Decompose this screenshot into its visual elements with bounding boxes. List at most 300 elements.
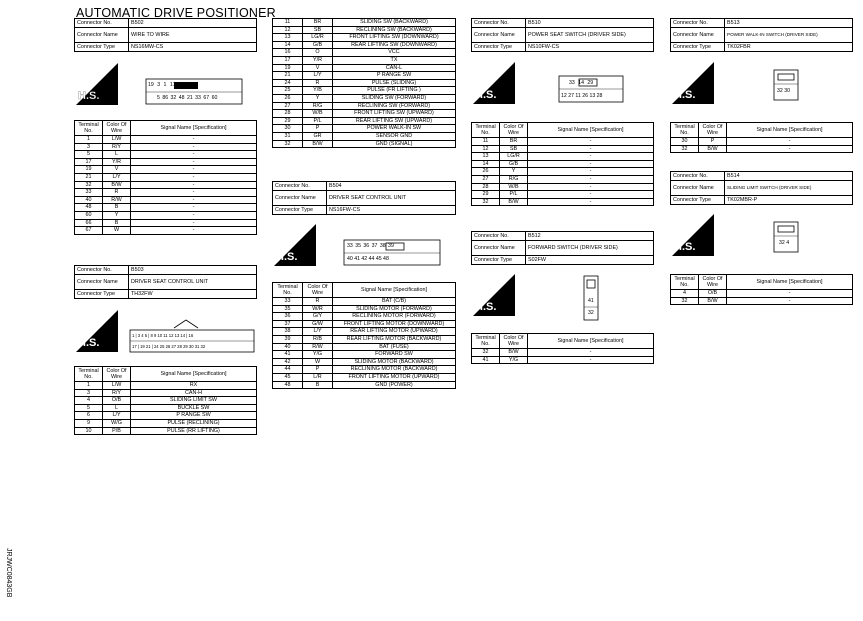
wire-color-cell: O: [303, 49, 333, 57]
table-row: [472, 198, 654, 206]
signal-name-cell: -: [528, 175, 654, 183]
wire-color-cell: P/L: [500, 191, 528, 199]
signal-name-cell: RECLINING MOTOR (FORWARD): [333, 313, 456, 321]
terminal-no-cell: 13: [472, 153, 500, 161]
wire-color-cell: R/G: [500, 175, 528, 183]
wire-color-cell: G/Y: [303, 313, 333, 321]
table-row: [273, 125, 456, 133]
table-row: [472, 183, 654, 191]
hs-label: H.S.: [475, 89, 497, 101]
pins-b513: 32 30: [777, 88, 790, 94]
table-row: [472, 153, 654, 161]
signal-name-cell: FRONT LIFTING SW (DOWNWARD): [333, 34, 456, 42]
table-row: [75, 397, 257, 405]
table-row: [75, 211, 257, 219]
terminal-no-cell: 21: [273, 72, 303, 80]
connector-name-value: SLIDING LIMIT SWITCH (DRIVER SIDE): [725, 181, 853, 196]
table-row: [75, 181, 257, 189]
wire-color-cell: B/W: [500, 198, 528, 206]
pins-top-b510: 33 14 29: [569, 80, 594, 86]
wire-color-cell: Y: [303, 94, 333, 102]
wire-color-cell: Y/R: [303, 56, 333, 64]
signal-name-cell: BAT (FUSE): [333, 343, 456, 351]
terminal-no-cell: 12: [472, 145, 500, 153]
terminal-no-cell: 21: [75, 173, 103, 181]
wire-color-cell: W: [103, 227, 131, 235]
connector-no-label: Connector No.: [671, 19, 725, 28]
signal-name-cell: GND (SIGNAL): [333, 140, 456, 148]
wire-color-cell: V: [303, 64, 333, 72]
connector-face-b512: [471, 272, 654, 322]
terminal-table-b510: [471, 122, 654, 206]
connector-no-value: B512: [526, 232, 654, 241]
connector-name-value: DRIVER SEAT CONTROL UNIT: [129, 275, 257, 290]
table-row: [671, 138, 853, 146]
wire-color-cell: G/B: [303, 41, 333, 49]
table-row: [273, 305, 456, 313]
signal-name-cell: REAR LIFTING SW (UPWARD): [333, 117, 456, 125]
wire-color-cell: R: [303, 298, 333, 306]
terminal-no-cell: 39: [273, 335, 303, 343]
terminal-no-cell: 29: [273, 117, 303, 125]
terminal-no-cell: 42: [273, 358, 303, 366]
wire-color-cell: Y: [500, 168, 528, 176]
wire-color-cell: O/B: [699, 290, 727, 298]
connector-no-label: Connector No.: [472, 19, 526, 28]
terminal-no-header: Terminal No.: [273, 283, 303, 298]
signal-name-cell: FRONT LIFTING SW (UPWARD): [333, 110, 456, 118]
signal-name-header: Signal Name [Specification]: [528, 123, 654, 138]
wire-color-cell: Y/R: [103, 158, 131, 166]
terminal-no-cell: 60: [75, 211, 103, 219]
connector-type-label: Connector Type: [472, 43, 526, 52]
signal-name-cell: -: [528, 191, 654, 199]
wire-color-header: Color Of Wire: [500, 334, 528, 349]
terminal-no-cell: 38: [273, 328, 303, 336]
connector-info-b504: [272, 181, 456, 215]
terminal-no-cell: 31: [273, 132, 303, 140]
wire-color-cell: R/G: [303, 102, 333, 110]
signal-name-cell: -: [131, 189, 257, 197]
signal-name-cell: -: [727, 145, 853, 153]
signal-name-cell: -: [131, 204, 257, 212]
terminal-no-header: Terminal No.: [671, 275, 699, 290]
wire-color-cell: W/G: [103, 419, 131, 427]
table-row: [273, 56, 456, 64]
table-row: [75, 136, 257, 144]
table-row: [671, 297, 853, 305]
table-row: [273, 102, 456, 110]
table-row: [75, 419, 257, 427]
terminal-no-cell: 24: [273, 79, 303, 87]
connector-no-label: Connector No.: [273, 182, 327, 191]
connector-no-value: B514: [725, 172, 853, 181]
table-row: [273, 26, 456, 34]
signal-name-cell: PULSE (SLIDING): [333, 79, 456, 87]
table-row: [273, 94, 456, 102]
table-row: [75, 389, 257, 397]
table-row: [671, 290, 853, 298]
signal-name-cell: PULSE (RR LIFTING): [131, 427, 257, 435]
terminal-table-b514: [670, 274, 853, 305]
table-row: [273, 313, 456, 321]
connector-no-label: Connector No.: [75, 266, 129, 275]
signal-name-cell: -: [727, 290, 853, 298]
signal-name-cell: -: [528, 198, 654, 206]
wire-color-header: Color Of Wire: [699, 123, 727, 138]
wire-color-cell: G/B: [500, 160, 528, 168]
connector-face-b513: [670, 60, 853, 106]
signal-name-cell: -: [131, 151, 257, 159]
terminal-no-cell: 17: [75, 158, 103, 166]
table-row: [472, 160, 654, 168]
signal-name-cell: -: [131, 227, 257, 235]
terminal-no-cell: 14: [472, 160, 500, 168]
table-row: [472, 175, 654, 183]
terminal-no-cell: 67: [75, 227, 103, 235]
table-row: [472, 349, 654, 357]
signal-name-cell: -: [131, 166, 257, 174]
terminal-no-cell: 26: [273, 94, 303, 102]
terminal-no-header: Terminal No.: [472, 334, 500, 349]
terminal-no-cell: 48: [75, 204, 103, 212]
connector-type-value: TK02FBR: [725, 43, 853, 52]
terminal-no-cell: 33: [75, 189, 103, 197]
wire-color-cell: B: [103, 204, 131, 212]
connector-type-value: TH32FW: [129, 290, 257, 299]
wire-color-cell: P/L: [303, 117, 333, 125]
wire-color-cell: Y/G: [500, 356, 528, 364]
signal-name-cell: SLIDING SW (BACKWARD): [333, 19, 456, 27]
wire-color-cell: L/Y: [303, 328, 333, 336]
table-row: [273, 41, 456, 49]
table-row: [273, 19, 456, 27]
wire-color-cell: W/B: [500, 183, 528, 191]
terminal-no-cell: 10: [75, 427, 103, 435]
terminal-no-cell: 33: [273, 298, 303, 306]
terminal-no-cell: 11: [273, 19, 303, 27]
terminal-no-cell: 41: [273, 351, 303, 359]
terminal-no-cell: 9: [75, 419, 103, 427]
table-row: [472, 191, 654, 199]
terminal-table-b513: [670, 122, 853, 153]
connector-info-b514: [670, 171, 853, 205]
connector-type-label: Connector Type: [472, 256, 526, 265]
pins-top-b503: 1 | 3 4 5 | 8 9 10 11 12 13 14 | 16: [132, 333, 194, 338]
wire-color-cell: L/R: [303, 373, 333, 381]
connector-diagram-b514: [670, 212, 853, 258]
connector-no-label: Connector No.: [472, 232, 526, 241]
wire-color-cell: Y/G: [303, 351, 333, 359]
wire-color-cell: R/W: [303, 343, 333, 351]
page-title: AUTOMATIC DRIVE POSITIONER: [76, 6, 276, 20]
signal-name-cell: VCC: [333, 49, 456, 57]
terminal-no-header: Terminal No.: [75, 121, 103, 136]
table-row: [273, 335, 456, 343]
wire-color-cell: SB: [303, 26, 333, 34]
wire-color-cell: V: [103, 166, 131, 174]
table-row: [75, 427, 257, 435]
signal-name-cell: SLIDING SW (FORWARD): [333, 94, 456, 102]
table-row: [273, 49, 456, 57]
connector-type-value: TK02MBR-P: [725, 196, 853, 205]
signal-name-cell: FRONT LIFTING MOTOR (UPWARD): [333, 373, 456, 381]
wire-color-cell: R/W: [103, 196, 131, 204]
table-row: [472, 138, 654, 146]
connector-type-label: Connector Type: [671, 43, 725, 52]
terminal-no-cell: 35: [273, 305, 303, 313]
terminal-no-cell: 4: [75, 397, 103, 405]
terminal-no-header: Terminal No.: [671, 123, 699, 138]
table-row: [75, 151, 257, 159]
terminal-no-cell: 11: [472, 138, 500, 146]
connector-name-label: Connector Name: [671, 181, 725, 196]
connector-type-value: NS10FW-CS: [526, 43, 654, 52]
signal-name-cell: POWER WALK-IN SW: [333, 125, 456, 133]
signal-name-cell: SLIDING MOTOR (BACKWARD): [333, 358, 456, 366]
wire-color-cell: L: [103, 151, 131, 159]
signal-name-cell: -: [131, 181, 257, 189]
connector-no-value: B503: [129, 266, 257, 275]
table-row: [75, 166, 257, 174]
connector-name-value: POWER WALK-IN SWITCH (DRIVER SIDE): [725, 28, 853, 43]
wire-color-cell: P: [303, 125, 333, 133]
table-row: [273, 328, 456, 336]
terminal-table-b502: [74, 120, 257, 235]
terminal-no-cell: 1: [75, 382, 103, 390]
signal-name-cell: REAR LIFTING MOTOR (UPWARD): [333, 328, 456, 336]
signal-name-cell: RX: [131, 382, 257, 390]
table-row: [273, 132, 456, 140]
wire-color-cell: B: [303, 381, 333, 389]
table-row: [273, 366, 456, 374]
terminal-no-cell: 5: [75, 151, 103, 159]
connector-type-label: Connector Type: [273, 206, 327, 215]
connector-info-b510: [471, 18, 654, 52]
wire-color-cell: B/W: [303, 140, 333, 148]
table-row: [75, 143, 257, 151]
hs-label: H.S.: [78, 90, 100, 102]
connector-name-label: Connector Name: [75, 275, 129, 290]
connector-diagram-b502: [74, 61, 257, 107]
signal-name-cell: RECLINING SW (BACKWARD): [333, 26, 456, 34]
wire-color-cell: BR: [500, 138, 528, 146]
signal-name-cell: FRONT LIFTING MOTOR (DOWNWARD): [333, 320, 456, 328]
signal-name-cell: -: [528, 356, 654, 364]
signal-name-cell: -: [528, 349, 654, 357]
terminal-no-cell: 45: [273, 373, 303, 381]
wire-color-cell: O/B: [103, 397, 131, 405]
table-row: [273, 343, 456, 351]
wire-color-cell: B/W: [500, 349, 528, 357]
table-row: [75, 189, 257, 197]
connector-name-value: WIRE TO WIRE: [129, 28, 257, 43]
signal-name-cell: BUCKLE SW: [131, 404, 257, 412]
terminal-no-cell: 32: [472, 198, 500, 206]
wire-color-cell: SB: [500, 145, 528, 153]
signal-name-cell: P RANGE SW: [131, 412, 257, 420]
signal-name-cell: -: [727, 138, 853, 146]
connector-name-label: Connector Name: [273, 191, 327, 206]
terminal-no-cell: 14: [273, 41, 303, 49]
table-row: [273, 79, 456, 87]
signal-name-cell: -: [727, 297, 853, 305]
table-row: [273, 87, 456, 95]
wire-color-cell: Y/B: [303, 87, 333, 95]
wire-color-header: Color Of Wire: [699, 275, 727, 290]
signal-name-cell: SLIDING LIMIT SW: [131, 397, 257, 405]
terminal-no-cell: 19: [273, 64, 303, 72]
terminal-no-cell: 13: [273, 34, 303, 42]
terminal-no-cell: 32: [273, 140, 303, 148]
terminal-no-cell: 40: [273, 343, 303, 351]
terminal-no-cell: 16: [273, 49, 303, 57]
table-row: [273, 34, 456, 42]
connector-no-value: B504: [327, 182, 456, 191]
pins-bottom-b512: 32: [588, 310, 594, 316]
connector-diagram-b512: [471, 272, 654, 322]
signal-name-cell: -: [131, 173, 257, 181]
terminal-no-cell: 5: [75, 404, 103, 412]
terminal-no-cell: 48: [273, 381, 303, 389]
terminal-no-cell: 44: [273, 366, 303, 374]
terminal-no-cell: 32: [75, 181, 103, 189]
wire-color-cell: P/B: [103, 427, 131, 435]
signal-name-cell: RECLINING SW (FORWARD): [333, 102, 456, 110]
pins-bottom-b503: 17 | 19 21 | 24 25 26 27 28 29 30 31 32: [132, 344, 206, 349]
wire-color-cell: L/W: [103, 136, 131, 144]
table-row: [472, 145, 654, 153]
table-row: [75, 382, 257, 390]
signal-name-cell: SENSOR GND: [333, 132, 456, 140]
connector-type-label: Connector Type: [75, 43, 129, 52]
wire-color-cell: GR: [303, 132, 333, 140]
terminal-no-cell: 32: [671, 297, 699, 305]
wire-color-cell: B/W: [699, 145, 727, 153]
terminal-no-cell: 28: [273, 110, 303, 118]
table-row: [75, 219, 257, 227]
signal-name-header: Signal Name [Specification]: [727, 275, 853, 290]
signal-name-cell: RECLINING MOTOR (BACKWARD): [333, 366, 456, 374]
table-row: [273, 320, 456, 328]
signal-name-cell: FORWARD SW: [333, 351, 456, 359]
pins-top-b502: 19 3 1 17 40: [148, 82, 185, 88]
table-row: [273, 64, 456, 72]
connector-diagram-b503: [74, 306, 257, 354]
table-row: [273, 358, 456, 366]
table-row: [273, 117, 456, 125]
wire-color-cell: R/B: [303, 335, 333, 343]
signal-name-cell: GND (POWER): [333, 381, 456, 389]
terminal-no-cell: 32: [472, 349, 500, 357]
connector-name-label: Connector Name: [472, 28, 526, 43]
wire-color-header: Color Of Wire: [103, 121, 131, 136]
figure-code: JRJWC0843GB: [5, 548, 12, 598]
connector-name-value: FORWARD SWITCH (DRIVER SIDE): [526, 241, 654, 256]
connector-name-label: Connector Name: [472, 241, 526, 256]
connector-face-b514: [670, 212, 853, 258]
connector-info-b512: [471, 231, 654, 265]
hs-label: H.S.: [674, 89, 696, 101]
wire-color-cell: BR: [303, 19, 333, 27]
wire-color-cell: LG/R: [303, 34, 333, 42]
terminal-no-cell: 28: [472, 183, 500, 191]
connector-info-b513: [670, 18, 853, 52]
wire-color-header: Color Of Wire: [500, 123, 528, 138]
connector-type-label: Connector Type: [671, 196, 725, 205]
pins-bottom-b502: 5 86 32 48 21 33 67 60: [157, 95, 218, 101]
signal-name-cell: SLIDING MOTOR (FORWARD): [333, 305, 456, 313]
connector-no-label: Connector No.: [75, 19, 129, 28]
terminal-no-cell: 29: [472, 191, 500, 199]
wire-color-cell: L/Y: [303, 72, 333, 80]
signal-name-cell: P RANGE SW: [333, 72, 456, 80]
wire-color-cell: L: [103, 404, 131, 412]
connector-no-value: B510: [526, 19, 654, 28]
terminal-no-cell: 30: [671, 138, 699, 146]
signal-name-cell: PULSE (RECLINING): [131, 419, 257, 427]
signal-name-cell: -: [131, 143, 257, 151]
connector-name-value: POWER SEAT SWITCH (DRIVER SIDE): [526, 28, 654, 43]
wire-color-cell: G/W: [303, 320, 333, 328]
signal-name-cell: CAN-L: [333, 64, 456, 72]
wire-color-header: Color Of Wire: [103, 367, 131, 382]
signal-name-header: Signal Name [Specification]: [528, 334, 654, 349]
signal-name-header: Signal Name [Specification]: [131, 367, 257, 382]
terminal-no-cell: 4: [671, 290, 699, 298]
signal-name-cell: -: [528, 138, 654, 146]
connector-diagram-b513: [670, 60, 853, 106]
wire-color-cell: R: [303, 79, 333, 87]
wire-color-cell: LG/R: [500, 153, 528, 161]
connector-name-label: Connector Name: [671, 28, 725, 43]
pins-bottom-b510: 12 27 11 26 13 28: [561, 93, 603, 99]
wire-color-header: Color Of Wire: [303, 283, 333, 298]
terminal-no-cell: 36: [273, 313, 303, 321]
pins-top-b504: 33 35 36 37 38 39: [347, 243, 394, 249]
terminal-table-b504: [272, 282, 456, 389]
signal-name-cell: -: [528, 145, 654, 153]
terminal-no-cell: 3: [75, 143, 103, 151]
connector-type-label: Connector Type: [75, 290, 129, 299]
connector-diagram-b504: [272, 222, 456, 268]
wire-color-cell: B/W: [699, 297, 727, 305]
table-row: [273, 351, 456, 359]
connector-no-value: B513: [725, 19, 853, 28]
wire-color-cell: R: [103, 189, 131, 197]
signal-name-cell: -: [528, 168, 654, 176]
table-row: [472, 168, 654, 176]
signal-name-cell: CAN-H: [131, 389, 257, 397]
connector-name-label: Connector Name: [75, 28, 129, 43]
pins-top-b512: 41: [588, 298, 594, 304]
connector-no-label: Connector No.: [671, 172, 725, 181]
connector-name-value: DRIVER SEAT CONTROL UNIT: [327, 191, 456, 206]
table-row: [273, 140, 456, 148]
signal-name-cell: REAR LIFTING SW (DOWNWARD): [333, 41, 456, 49]
connector-type-value: S02FW: [526, 256, 654, 265]
terminal-no-cell: 30: [273, 125, 303, 133]
signal-name-cell: -: [528, 160, 654, 168]
table-row: [75, 412, 257, 420]
terminal-no-cell: 26: [472, 168, 500, 176]
table-row: [273, 381, 456, 389]
terminal-no-cell: 40: [75, 196, 103, 204]
hs-label: H.S.: [276, 251, 298, 263]
signal-name-cell: PULSE (FR LIFTING ): [333, 87, 456, 95]
table-row: [75, 404, 257, 412]
signal-name-cell: -: [528, 183, 654, 191]
